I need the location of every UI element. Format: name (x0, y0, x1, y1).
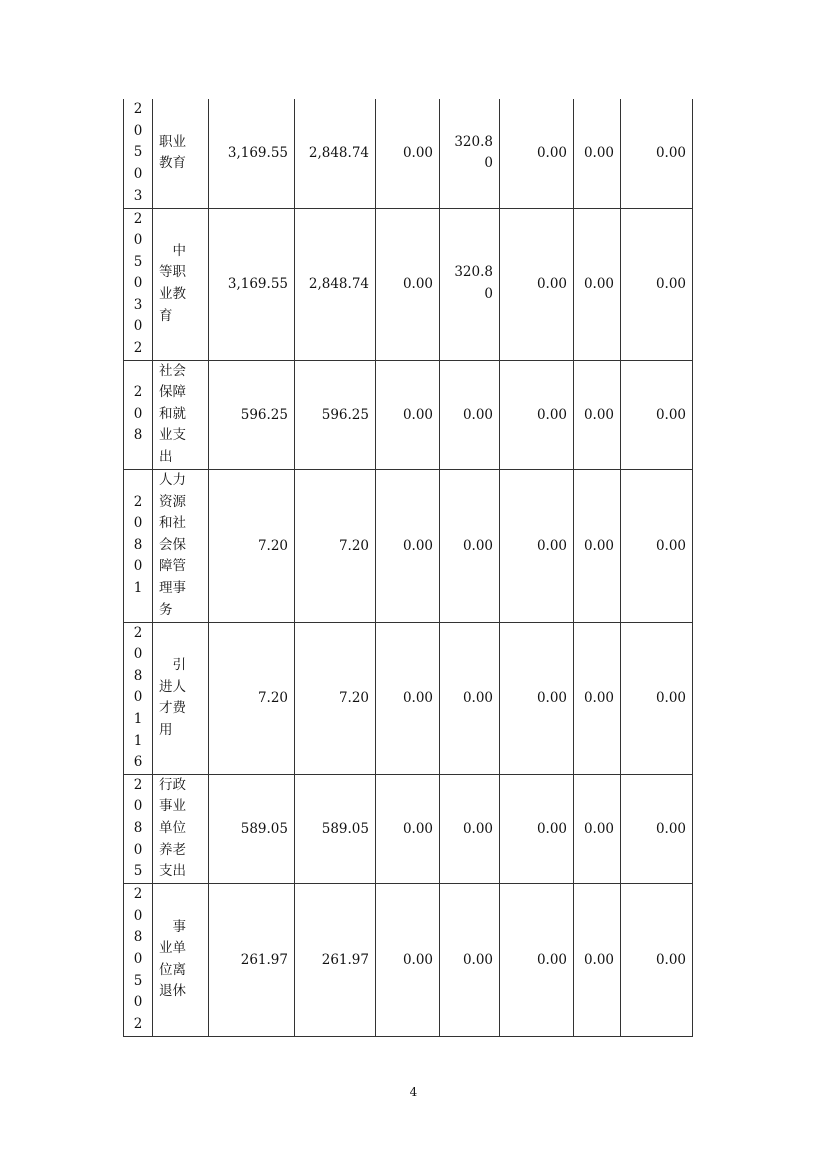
subject-name: 人力 资源 和社 会保 障管 理事 务 (153, 469, 209, 622)
table-row (124, 469, 693, 622)
subject-code: 2 0 8 0 1 1 6 (124, 622, 153, 774)
cell-col5: 0.00 (500, 208, 574, 360)
cell-col4: 0.00 (440, 360, 500, 469)
cell-col6: 0.00 (574, 883, 621, 1036)
cell-total: 589.05 (209, 774, 295, 883)
cell-col6: 0.00 (574, 622, 621, 774)
cell-col4: 0.00 (440, 774, 500, 883)
cell-col4: 0.00 (440, 622, 500, 774)
subject-code: 2 0 5 0 3 (124, 99, 153, 208)
cell-col3: 0.00 (376, 622, 440, 774)
subject-code: 2 0 8 0 5 0 2 (124, 883, 153, 1036)
table-row (124, 883, 693, 1036)
table-row (124, 622, 693, 774)
subject-name: 职业 教育 (153, 99, 209, 208)
cell-col5: 0.00 (500, 99, 574, 208)
cell-col7: 0.00 (621, 360, 693, 469)
subject-code: 2 0 5 0 3 0 2 (124, 208, 153, 360)
cell-col3: 0.00 (376, 99, 440, 208)
cell-col6: 0.00 (574, 469, 621, 622)
subject-name: 事 业单 位离 退休 (153, 883, 209, 1036)
cell-col7: 0.00 (621, 774, 693, 883)
cell-col5: 0.00 (500, 622, 574, 774)
subject-name: 引 进人 才费 用 (153, 622, 209, 774)
cell-total: 3,169.55 (209, 208, 295, 360)
cell-col5: 0.00 (500, 883, 574, 1036)
table-row (124, 774, 693, 883)
cell-col6: 0.00 (574, 360, 621, 469)
cell-total: 7.20 (209, 469, 295, 622)
cell-col3: 0.00 (376, 469, 440, 622)
cell-col6: 0.00 (574, 99, 621, 208)
cell-col3: 0.00 (376, 360, 440, 469)
budget-table (123, 99, 693, 1037)
subject-name: 行政 事业 单位 养老 支出 (153, 774, 209, 883)
cell-col7: 0.00 (621, 469, 693, 622)
cell-col7: 0.00 (621, 883, 693, 1036)
cell-col5: 0.00 (500, 774, 574, 883)
cell-col3: 0.00 (376, 208, 440, 360)
cell-col5: 0.00 (500, 360, 574, 469)
cell-total: 7.20 (209, 622, 295, 774)
cell-col6: 0.00 (574, 774, 621, 883)
cell-col4: 0.00 (440, 883, 500, 1036)
subject-name: 社会 保障 和就 业支 出 (153, 360, 209, 469)
subject-code: 2 0 8 0 5 (124, 774, 153, 883)
subject-name: 中 等职 业教 育 (153, 208, 209, 360)
table-row (124, 360, 693, 469)
cell-col2: 7.20 (295, 622, 376, 774)
subject-code: 2 0 8 (124, 360, 153, 469)
cell-col7: 0.00 (621, 99, 693, 208)
cell-col2: 589.05 (295, 774, 376, 883)
cell-total: 261.97 (209, 883, 295, 1036)
cell-col3: 0.00 (376, 883, 440, 1036)
cell-total: 596.25 (209, 360, 295, 469)
subject-code: 2 0 8 0 1 (124, 469, 153, 622)
cell-col2: 2,848.74 (295, 208, 376, 360)
cell-col7: 0.00 (621, 208, 693, 360)
table-row (124, 99, 693, 208)
cell-col2: 7.20 (295, 469, 376, 622)
cell-col7: 0.00 (621, 622, 693, 774)
page-number: 4 (409, 1085, 418, 1099)
cell-col4: 320.8 0 (440, 99, 500, 208)
cell-col5: 0.00 (500, 469, 574, 622)
cell-col3: 0.00 (376, 774, 440, 883)
cell-col2: 596.25 (295, 360, 376, 469)
cell-col4: 320.8 0 (440, 208, 500, 360)
cell-col6: 0.00 (574, 208, 621, 360)
cell-total: 3,169.55 (209, 99, 295, 208)
cell-col4: 0.00 (440, 469, 500, 622)
cell-col2: 2,848.74 (295, 99, 376, 208)
cell-col2: 261.97 (295, 883, 376, 1036)
table-row (124, 208, 693, 360)
